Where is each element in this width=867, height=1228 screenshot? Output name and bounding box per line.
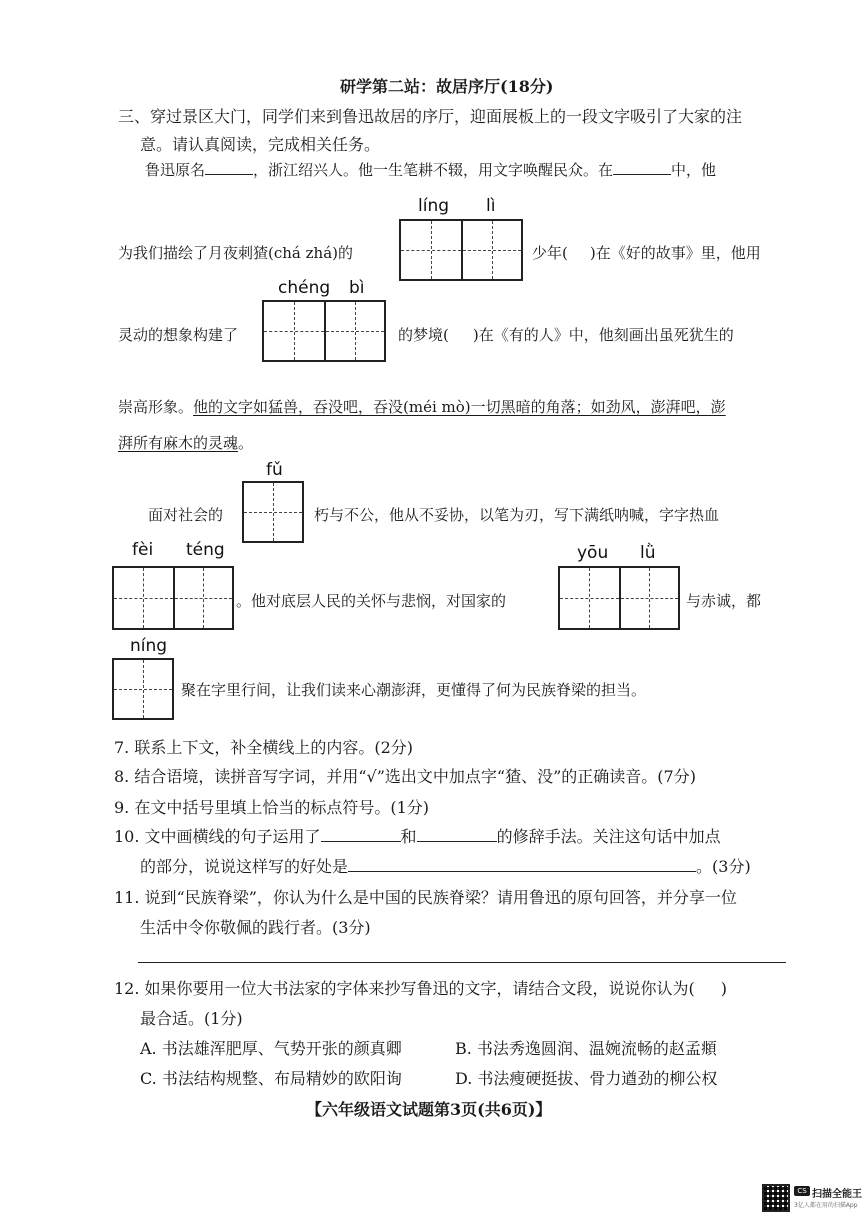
passage-line7a: 。他对底层人民的关怀与悲悯，对国家的	[236, 592, 507, 610]
writing-box-ning[interactable]	[112, 658, 174, 720]
pinyin-ling: líng	[418, 196, 450, 216]
camscanner-logo-icon: CS	[794, 1186, 810, 1196]
question-9: 9. 在文中括号里填上恰当的标点符号。(1分)	[114, 798, 430, 817]
passage-line4: 崇高形象。他的文字如猛兽，吞没吧，吞没(méi mò)一切黑暗的角落；如劲风，澎湃吧，澎	[118, 398, 726, 416]
writing-box-you-lu[interactable]	[558, 566, 680, 630]
passage-line1: 鲁迅原名 ，浙江绍兴人。他一生笔耕不辍，用文字唤醒民众。在 中，他	[145, 161, 717, 179]
writing-cell[interactable]	[324, 302, 384, 360]
writing-cell[interactable]	[264, 302, 324, 360]
blank-rhetoric-2[interactable]	[417, 841, 497, 842]
writing-cell[interactable]	[461, 221, 521, 279]
writing-box-fu[interactable]	[242, 481, 304, 543]
option-c[interactable]: C. 书法结构规整、布局精妙的欧阳询	[140, 1069, 402, 1088]
question-10-line2: 的部分，说说这样写的好处是 。(3分)	[140, 857, 751, 876]
qr-code-icon	[762, 1184, 790, 1212]
question-10-line1: 10. 文中画横线的句子运用了 和 的修辞手法。关注这句话中加点	[114, 827, 721, 846]
question-12-line1: 12. 如果你要用一位大书法家的字体来抄写鲁迅的文字，请结合文段，说说你认为( )	[114, 979, 728, 998]
passage-line6b: 朽与不公，他从不妥协，以笔为刃，写下满纸呐喊，字字热血	[314, 506, 720, 524]
question-7: 7. 联系上下文，补全横线上的内容。(2分)	[114, 738, 414, 757]
page-footer: 【六年级语文试题第3页(共6页)】	[306, 1100, 552, 1119]
blank-benefit[interactable]	[348, 871, 696, 872]
pinyin-li: lì	[486, 196, 496, 216]
option-b[interactable]: B. 书法秀逸圆润、温婉流畅的赵孟頫	[455, 1039, 717, 1058]
answer-line-q11[interactable]	[138, 962, 786, 963]
camscanner-name: 扫描全能王	[812, 1189, 862, 1200]
blank-original-name[interactable]	[205, 174, 253, 175]
writing-cell[interactable]	[619, 568, 678, 628]
writing-box-fei-teng[interactable]	[112, 566, 234, 630]
passage-line3a: 灵动的想象构建了	[118, 326, 239, 344]
pinyin-bi: bì	[349, 278, 365, 298]
underlined-sentence: 他的文字如猛兽，吞没吧，吞没(méi mò)一切黑暗的角落；如劲风，澎湃吧，澎	[193, 398, 726, 416]
blank-work-title[interactable]	[613, 174, 671, 175]
pinyin-ning: níng	[130, 636, 168, 656]
passage-line8: 聚在字里行间，让我们读来心潮澎湃，更懂得了何为民族脊梁的担当。	[181, 681, 647, 699]
pinyin-fu: fǔ	[266, 460, 283, 480]
passage-line6a: 面对社会的	[148, 506, 224, 524]
writing-cell[interactable]	[560, 568, 619, 628]
section-intro-line1: 三、穿过景区大门，同学们来到鲁迅故居的序厅，迎面展板上的一段文字吸引了大家的注	[118, 107, 743, 126]
pinyin-teng: téng	[186, 540, 225, 560]
section-intro-line2: 意。请认真阅读，完成相关任务。	[140, 135, 381, 154]
passage-line2b: 少年( )在《好的故事》里，他用	[532, 244, 761, 262]
writing-box-cheng-bi[interactable]	[262, 300, 386, 362]
pinyin-fei: fèi	[132, 540, 154, 560]
passage-line7b: 与赤诚，都	[686, 592, 762, 610]
question-11-line2: 生活中令你敬佩的践行者。(3分)	[140, 918, 371, 937]
passage-line2a: 为我们描绘了月夜刺猹(chá zhá)的	[118, 244, 353, 262]
writing-cell[interactable]	[244, 483, 302, 541]
writing-cell[interactable]	[401, 221, 461, 279]
writing-cell[interactable]	[114, 660, 172, 718]
writing-box-ling-li[interactable]	[399, 219, 523, 281]
camscanner-slogan: 3亿人都在用的扫描App	[794, 1202, 858, 1209]
question-12-line2: 最合适。(1分)	[140, 1009, 243, 1028]
pinyin-you: yōu	[577, 543, 609, 563]
option-d[interactable]: D. 书法瘦硬挺拔、骨力遒劲的柳公权	[455, 1069, 718, 1088]
writing-cell[interactable]	[114, 568, 173, 628]
writing-cell[interactable]	[173, 568, 232, 628]
blank-rhetoric-1[interactable]	[321, 841, 401, 842]
passage-line5: 湃所有麻木的灵魂。	[118, 434, 254, 452]
question-11-line1: 11. 说到“民族脊梁”，你认为什么是中国的民族脊梁？请用鲁迅的原句回答，并分享一位	[114, 888, 737, 907]
pinyin-lu: lǜ	[640, 543, 656, 563]
passage-line3b: 的梦境( )在《有的人》中，他刻画出虽死犹生的	[398, 326, 734, 344]
section-title: 研学第二站：故居序厅(18分)	[340, 77, 554, 96]
question-8: 8. 结合语境，读拼音写字词，并用“√”选出文中加点字“猹、没”的正确读音。(7分)	[114, 767, 696, 786]
pinyin-cheng: chéng	[278, 278, 331, 298]
option-a[interactable]: A. 书法雄浑肥厚、气势开张的颜真卿	[140, 1039, 402, 1058]
